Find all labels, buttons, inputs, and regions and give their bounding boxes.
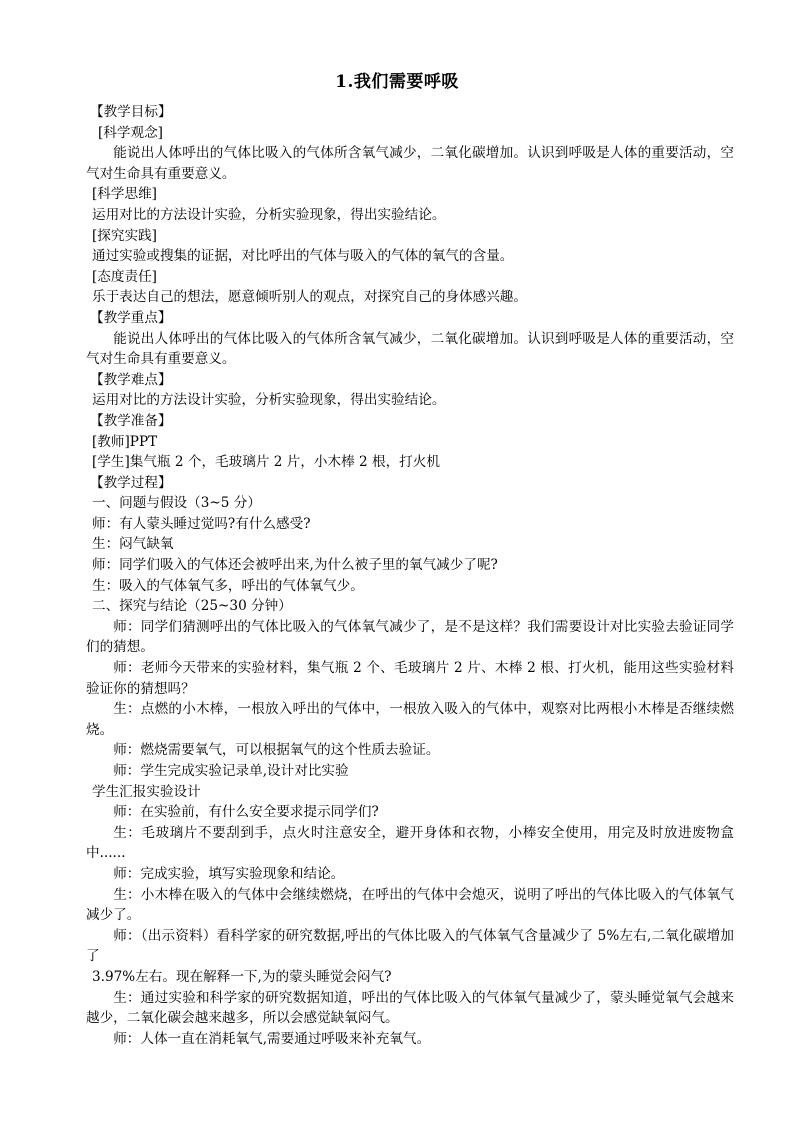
dialogue-paragraph: 生：通过实验和科学家的研究数据知道，呼出的气体比吸入的气体氧气量减少了，蒙头睡觉氧气会越来越少，二氧化碳会越来越多，所以会感觉缺氧闷气。 [86,989,734,1027]
dialogue-paragraph: 生：小木棒在吸入的气体中会继续燃烧，在呼出的气体中会熄灭，说明了呼出的气体比吸入的气体氧气减少了。 [86,886,734,924]
subheading-inquiry-practice: [探究实践] [92,227,157,244]
section-heading-key-points: 【教学重点】 [90,309,172,326]
dialogue-line: 学生汇报实验设计 [92,783,201,800]
paragraph-key-points: 能说出人体呼出的气体比吸入的气体所含氧气减少，二氧化碳增加。认识到呼吸是人体的重要活动，空气对生命具有重要意义。 [86,330,734,368]
dialogue-line: 生：闷气缺氧 [92,536,174,553]
process-part-one-heading: 一、问题与假设（3~5 分） [92,495,261,512]
dialogue-line: 师：同学们吸入的气体还会被呼出来,为什么被子里的氧气减少了呢? [92,557,498,574]
document-title: 1.我们需要呼吸 [335,72,459,92]
dialogue-line: 3.97%左右。现在解释一下,为的蒙头睡觉会闷气? [92,968,392,985]
dialogue-line: 生：吸入的气体氧气多，呼出的气体氧气少。 [92,577,364,594]
dialogue-paragraph: 师：燃烧需要氧气，可以根据氧气的这个性质去验证。 [113,742,440,759]
dialogue-paragraph: 师：学生完成实验记录单,设计对比实验 [113,763,349,779]
dialogue-line: 师：有人蒙头睡过觉吗?有什么感受? [92,515,311,532]
dialogue-paragraph: 师：（出示资料）看科学家的研究数据,呼出的气体比吸入的气体氧气含量减少了 5%左右,二氧化碳增加了 [86,927,734,965]
subheading-attitude: [态度责任] [92,268,157,285]
subheading-science-thinking: [科学思维] [92,186,157,203]
dialogue-paragraph: 生：毛玻璃片不要刮到手，点火时注意安全，避开身体和衣物，小棒安全使用，用完及时放进废物盒中...... [86,824,734,862]
preparation-teacher: [教师]PPT [92,433,158,450]
dialogue-paragraph: 师：人体一直在消耗氧气,需要通过呼吸来补充氧气。 [113,1030,431,1047]
dialogue-paragraph: 师：同学们猜测呼出的气体比吸入的气体氧气减少了，是不是这样？我们需要设计对比实验去验证同学们的猜想。 [86,618,734,656]
section-heading-difficulties: 【教学难点】 [90,371,172,388]
dialogue-paragraph: 师：在实验前，有什么安全要求提示同学们? [113,804,379,821]
paragraph-difficulties: 运用对比的方法设计实验，分析实验现象，得出实验结论。 [92,392,446,409]
dialogue-paragraph: 师：完成实验，填写实验现象和结论。 [113,865,345,882]
section-heading-objectives: 【教学目标】 [90,104,172,120]
subheading-science-concept: [科学观念] [98,124,163,141]
preparation-students: [学生]集气瓶 2 个，毛玻璃片 2 片，小木棒 2 根，打火机 [92,454,440,471]
section-heading-process: 【教学过程】 [90,474,172,491]
paragraph-science-concept: 能说出人体呼出的气体比吸入的气体所含氧气减少，二氧化碳增加。认识到呼吸是人体的重要活动，空气对生命具有重要意义。 [86,145,734,182]
dialogue-paragraph: 师：老师今天带来的实验材料，集气瓶 2 个、毛玻璃片 2 片、木棒 2 根、打火机，能用这些实验材料验证你的猜想吗？ [86,660,734,697]
paragraph-science-thinking: 运用对比的方法设计实验，分析实验现象，得出实验结论。 [92,206,446,223]
paragraph-inquiry-practice: 通过实验或搜集的证据，对比呼出的气体与吸入的气体的氧气的含量。 [92,248,514,265]
process-part-two-heading: 二、探究与结论（25~30 分钟） [92,598,292,615]
dialogue-paragraph: 生：点燃的小木棒，一根放入呼出的气体中，一根放入吸入的气体中，观察对比两根小木棒是否继续燃烧。 [86,701,734,738]
document-body [86,102,734,1049]
paragraph-attitude: 乐于表达自己的想法，愿意倾听别人的观点，对探究自己的身体感兴趣。 [92,289,527,306]
section-heading-preparation: 【教学准备】 [90,412,172,429]
